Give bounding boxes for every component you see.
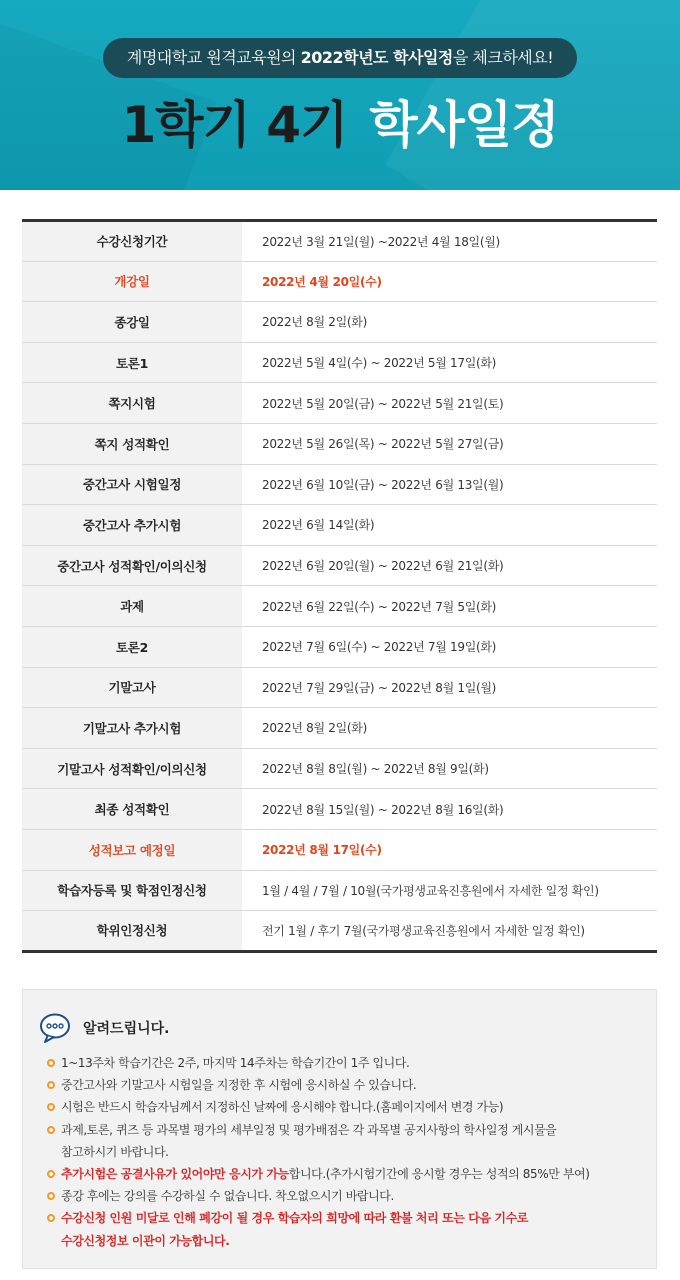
schedule-label: 과제 <box>22 586 242 627</box>
schedule-date: 1월 / 4월 / 7월 / 10월(국가평생교육진흥원에서 자세한 일정 확인) <box>242 870 657 911</box>
notice-item <box>47 1185 647 1207</box>
speech-bubble-icon <box>39 1012 71 1044</box>
notice-item <box>47 1119 647 1163</box>
notice-text: 참고하시기 바랍니다. <box>61 1144 169 1159</box>
notice-text: 시험은 반드시 학습자님께서 지정하신 날짜에 응시해야 합니다.(홈페이지에서 변경 가능) <box>61 1100 504 1115</box>
notice-text: 수강신청정보 이관이 가능합니다. <box>61 1233 230 1248</box>
schedule-row <box>22 221 657 262</box>
schedule-row <box>22 870 657 911</box>
schedule-row <box>22 748 657 789</box>
notice-item <box>47 1074 647 1096</box>
schedule-date: 2022년 8월 17일(수) <box>242 829 657 870</box>
notice-text: 중간고사와 기말고사 시험일을 지정한 후 시험에 응시하실 수 있습니다. <box>61 1078 417 1093</box>
schedule-row <box>22 464 657 505</box>
bullet-icon <box>47 1170 55 1178</box>
schedule-label: 최종 성적확인 <box>22 789 242 830</box>
schedule-row <box>22 383 657 424</box>
notice-text: 1~13주차 학습기간은 2주, 마지막 14주차는 학습기간이 1주 입니다. <box>61 1056 410 1070</box>
schedule-row <box>22 789 657 830</box>
schedule-label: 쪽지시험 <box>22 383 242 424</box>
schedule-table-wrapper <box>22 219 657 953</box>
pill-text: 계명대학교 원격교육원의 <box>126 48 301 67</box>
header-banner <box>0 0 680 190</box>
bullet-icon <box>47 1103 55 1111</box>
notice-item <box>47 1207 647 1251</box>
schedule-label: 종강일 <box>22 302 242 343</box>
subtitle-pill <box>103 38 577 78</box>
schedule-label: 토론1 <box>22 342 242 383</box>
pill-text: 을 체크하세요! <box>452 48 554 67</box>
title-schedule: 학사일정 <box>369 96 559 154</box>
notice-header <box>39 1010 169 1046</box>
schedule-label: 중간고사 추가시험 <box>22 505 242 546</box>
schedule-label: 중간고사 성적확인/이의신청 <box>22 545 242 586</box>
schedule-row <box>22 708 657 749</box>
schedule-row <box>22 911 657 952</box>
schedule-date: 2022년 4월 20일(수) <box>242 261 657 302</box>
bullet-icon <box>47 1214 55 1222</box>
schedule-label: 성적보고 예정일 <box>22 829 242 870</box>
schedule-label: 개강일 <box>22 261 242 302</box>
schedule-label: 중간고사 시험일정 <box>22 464 242 505</box>
bullet-icon <box>47 1081 55 1089</box>
schedule-label: 기말고사 추가시험 <box>22 708 242 749</box>
page-title <box>0 90 680 160</box>
schedule-date: 2022년 7월 29일(금) ~ 2022년 8월 1일(월) <box>242 667 657 708</box>
schedule-date: 2022년 7월 6일(수) ~ 2022년 7월 19일(화) <box>242 626 657 667</box>
schedule-date: 2022년 6월 20일(월) ~ 2022년 6월 21일(화) <box>242 545 657 586</box>
notice-list <box>47 1052 647 1252</box>
schedule-row <box>22 423 657 464</box>
notice-text: 과제,토론, 퀴즈 등 과목별 평가의 세부일정 및 평가배점은 각 과목별 공지사항의 학사일정 게시물을 <box>61 1122 557 1137</box>
bullet-icon <box>47 1192 55 1200</box>
notice-text: 합니다.(추가시험기간에 응시할 경우는 성적의 85%만 부여) <box>288 1167 590 1182</box>
schedule-label: 수강신청기간 <box>22 221 242 262</box>
schedule-label: 학습자등록 및 학점인정신청 <box>22 870 242 911</box>
schedule-date: 2022년 3월 21일(월) ~2022년 4월 18일(월) <box>242 221 657 262</box>
schedule-row <box>22 545 657 586</box>
schedule-date: 2022년 8월 8일(월) ~ 2022년 8월 9일(화) <box>242 748 657 789</box>
schedule-date: 2022년 8월 15일(월) ~ 2022년 8월 16일(화) <box>242 789 657 830</box>
bullet-icon <box>47 1059 55 1067</box>
schedule-row <box>22 667 657 708</box>
schedule-date: 2022년 8월 2일(화) <box>242 708 657 749</box>
notice-item <box>47 1052 647 1074</box>
schedule-label: 쪽지 성적확인 <box>22 423 242 464</box>
schedule-label: 기말고사 성적확인/이의신청 <box>22 748 242 789</box>
bullet-icon <box>47 1126 55 1134</box>
schedule-date: 전기 1월 / 후기 7월(국가평생교육진흥원에서 자세한 일정 확인) <box>262 923 585 938</box>
schedule-date: 2022년 8월 2일(화) <box>242 302 657 343</box>
schedule-date: 2022년 5월 20일(금) ~ 2022년 5월 21일(토) <box>242 383 657 424</box>
schedule-date: 2022년 5월 26일(목) ~ 2022년 5월 27일(금) <box>242 423 657 464</box>
schedule-row <box>22 626 657 667</box>
notice-title: 알려드립니다. <box>83 1021 170 1037</box>
notice-item <box>47 1096 647 1118</box>
schedule-date: 2022년 5월 4일(수) ~ 2022년 5월 17일(화) <box>242 342 657 383</box>
schedule-label: 기말고사 <box>22 667 242 708</box>
schedule-row <box>22 342 657 383</box>
schedule-label: 학위인정신청 <box>22 911 242 952</box>
schedule-label: 토론2 <box>22 626 242 667</box>
notice-item <box>47 1163 647 1185</box>
schedule-date: 2022년 6월 22일(수) ~ 2022년 7월 5일(화) <box>242 586 657 627</box>
schedule-row <box>22 586 657 627</box>
schedule-table <box>22 219 657 953</box>
title-term: 1학기 4기 <box>121 96 348 154</box>
schedule-row <box>22 261 657 302</box>
pill-highlight: 2022학년도 학사일정 <box>300 48 453 67</box>
schedule-date: 2022년 6월 10일(금) ~ 2022년 6월 13일(월) <box>242 464 657 505</box>
schedule-row <box>22 505 657 546</box>
notice-text: 추가시험은 공결사유가 있어야만 응시가 가능 <box>61 1167 289 1182</box>
schedule-date: 2022년 6월 14일(화) <box>242 505 657 546</box>
schedule-row <box>22 302 657 343</box>
schedule-row <box>22 829 657 870</box>
notice-box <box>22 989 657 1269</box>
notice-text: 수강신청 인원 미달로 인해 폐강이 될 경우 학습자의 희망에 따라 환불 처리 또는 다음 기수로 <box>61 1211 528 1226</box>
notice-text: 종강 후에는 강의를 수강하실 수 없습니다. 착오없으시기 바랍니다. <box>61 1189 394 1204</box>
